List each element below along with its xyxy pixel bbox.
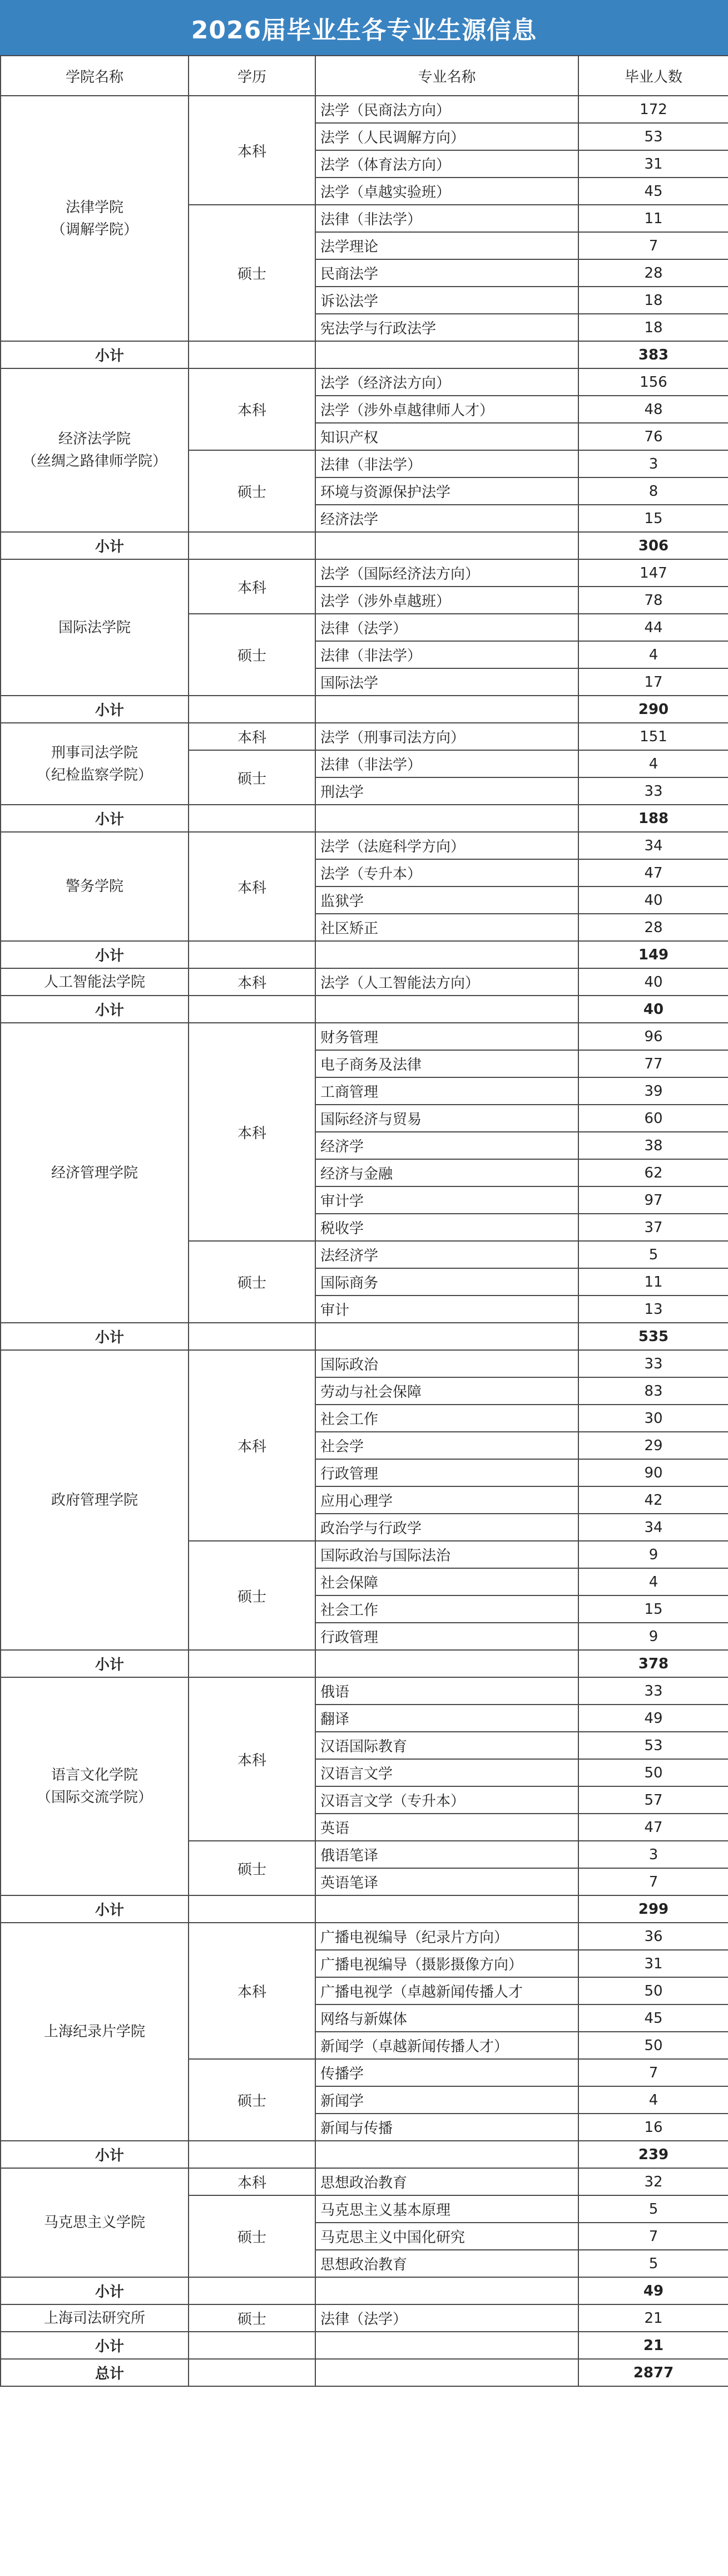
table-row	[1, 1023, 728, 1050]
subtotal-label: 小计	[1, 341, 189, 368]
count-cell: 11	[578, 1268, 728, 1296]
header-college: 学院名称	[1, 56, 189, 96]
college-name-line: 上海纪录片学院	[43, 2023, 145, 2040]
table-row	[1, 368, 728, 396]
major-cell: 法学（人工智能法方向）	[315, 968, 578, 996]
subtotal-label: 小计	[1, 996, 189, 1023]
subtotal-row	[1, 996, 728, 1023]
table-row	[1, 1350, 728, 1377]
count-cell: 28	[578, 259, 728, 287]
degree-cell: 硕士	[189, 2195, 315, 2277]
count-cell: 50	[578, 2032, 728, 2059]
count-cell: 16	[578, 2114, 728, 2141]
header-count: 毕业人数	[578, 56, 728, 96]
major-cell: 新闻学（卓越新闻传播人才）	[315, 2032, 578, 2059]
degree-cell: 硕士	[189, 2059, 315, 2141]
subtotal-count: 239	[578, 2141, 728, 2168]
count-cell: 53	[578, 1732, 728, 1759]
degree-cell: 本科	[189, 96, 315, 205]
subtotal-count: 40	[578, 996, 728, 1023]
page-title: 2026届毕业生各专业生源信息	[0, 0, 728, 55]
major-cell: 国际商务	[315, 1268, 578, 1296]
table-row	[1, 968, 728, 996]
degree-cell: 硕士	[189, 450, 315, 532]
major-cell: 法学（刑事司法方向）	[315, 723, 578, 750]
major-cell: 税收学	[315, 1214, 578, 1241]
count-cell: 37	[578, 1214, 728, 1241]
subtotal-row	[1, 341, 728, 368]
count-cell: 45	[578, 178, 728, 205]
count-cell: 50	[578, 1977, 728, 2004]
degree-cell: 本科	[189, 559, 315, 614]
major-cell: 诉讼法学	[315, 287, 578, 314]
major-cell: 英语笔译	[315, 1868, 578, 1895]
major-cell: 法学（体育法方向）	[315, 150, 578, 178]
count-cell: 147	[578, 559, 728, 587]
degree-cell: 硕士	[189, 2304, 315, 2332]
count-cell: 47	[578, 1814, 728, 1841]
major-cell: 网络与新媒体	[315, 2004, 578, 2032]
major-cell: 汉语国际教育	[315, 1732, 578, 1759]
subtotal-count: 290	[578, 696, 728, 723]
major-cell: 英语	[315, 1814, 578, 1841]
major-cell: 传播学	[315, 2059, 578, 2086]
subtotal-count: 149	[578, 941, 728, 968]
major-cell: 知识产权	[315, 423, 578, 450]
subtotal-empty-cell	[315, 2277, 578, 2304]
major-cell: 监狱学	[315, 886, 578, 914]
subtotal-empty-cell	[315, 341, 578, 368]
total-empty-cell	[315, 2359, 578, 2386]
subtotal-count: 299	[578, 1895, 728, 1923]
table-row	[1, 1677, 728, 1705]
college-name-line: 语言文化学院	[51, 1767, 138, 1784]
count-cell: 97	[578, 1186, 728, 1214]
degree-cell: 本科	[189, 1350, 315, 1541]
count-cell: 39	[578, 1077, 728, 1105]
degree-cell: 本科	[189, 2168, 315, 2195]
major-cell: 俄语	[315, 1677, 578, 1705]
major-cell: 法学（民商法方向）	[315, 96, 578, 123]
major-cell: 法学（国际经济法方向）	[315, 559, 578, 587]
college-name-cell	[1, 968, 189, 996]
header-major: 专业名称	[315, 56, 578, 96]
count-cell: 40	[578, 886, 728, 914]
table-row	[1, 723, 728, 750]
count-cell: 48	[578, 396, 728, 423]
subtotal-empty-cell	[189, 996, 315, 1023]
major-cell: 广播电视编导（摄影摄像方向）	[315, 1950, 578, 1977]
major-cell: 电子商务及法律	[315, 1050, 578, 1077]
major-cell: 社会工作	[315, 1595, 578, 1623]
subtotal-empty-cell	[315, 1650, 578, 1677]
count-cell: 7	[578, 2059, 728, 2086]
major-cell: 广播电视编导（纪录片方向）	[315, 1923, 578, 1950]
degree-cell: 本科	[189, 1923, 315, 2059]
major-cell: 经济与金融	[315, 1159, 578, 1186]
college-name-line: 经济管理学院	[51, 1164, 138, 1181]
subtotal-label: 小计	[1, 2141, 189, 2168]
degree-cell: 本科	[189, 1023, 315, 1241]
college-name-cell	[1, 1350, 189, 1650]
college-name-line: 政府管理学院	[51, 1491, 138, 1509]
major-cell: 新闻学	[315, 2086, 578, 2114]
subtotal-empty-cell	[189, 2277, 315, 2304]
count-cell: 11	[578, 205, 728, 232]
major-cell: 宪法学与行政法学	[315, 314, 578, 341]
count-cell: 38	[578, 1132, 728, 1159]
table-header-row	[1, 56, 728, 96]
major-cell: 新闻与传播	[315, 2114, 578, 2141]
degree-cell: 本科	[189, 723, 315, 750]
major-cell: 审计学	[315, 1186, 578, 1214]
major-cell: 环境与资源保护法学	[315, 477, 578, 505]
major-cell: 翻译	[315, 1705, 578, 1732]
major-cell: 劳动与社会保障	[315, 1377, 578, 1405]
count-cell: 45	[578, 2004, 728, 2032]
subtotal-empty-cell	[315, 996, 578, 1023]
subtotal-row	[1, 2141, 728, 2168]
degree-cell: 本科	[189, 968, 315, 996]
major-cell: 社会学	[315, 1432, 578, 1459]
count-cell: 151	[578, 723, 728, 750]
table-row	[1, 2304, 728, 2332]
count-cell: 33	[578, 1350, 728, 1377]
subtotal-empty-cell	[189, 2332, 315, 2359]
college-name-cell	[1, 96, 189, 341]
count-cell: 77	[578, 1050, 728, 1077]
table-row	[1, 832, 728, 859]
major-cell: 社会工作	[315, 1405, 578, 1432]
major-cell: 国际政治与国际法治	[315, 1541, 578, 1568]
major-cell: 法学（卓越实验班）	[315, 178, 578, 205]
subtotal-label: 小计	[1, 2277, 189, 2304]
subtotal-row	[1, 2277, 728, 2304]
subtotal-empty-cell	[315, 2141, 578, 2168]
subtotal-label: 小计	[1, 696, 189, 723]
count-cell: 42	[578, 1486, 728, 1514]
count-cell: 3	[578, 1841, 728, 1868]
count-cell: 17	[578, 668, 728, 696]
count-cell: 49	[578, 1705, 728, 1732]
college-name-line: （国际交流学院）	[36, 1789, 152, 1806]
count-cell: 33	[578, 777, 728, 805]
major-cell: 国际法学	[315, 668, 578, 696]
major-cell: 刑法学	[315, 777, 578, 805]
major-cell: 法律（非法学）	[315, 205, 578, 232]
college-name-cell	[1, 368, 189, 532]
subtotal-row	[1, 1323, 728, 1350]
subtotal-empty-cell	[315, 941, 578, 968]
count-cell: 156	[578, 368, 728, 396]
count-cell: 31	[578, 150, 728, 178]
count-cell: 7	[578, 1868, 728, 1895]
count-cell: 3	[578, 450, 728, 477]
count-cell: 33	[578, 1677, 728, 1705]
major-cell: 应用心理学	[315, 1486, 578, 1514]
subtotal-row	[1, 805, 728, 832]
count-cell: 7	[578, 2223, 728, 2250]
subtotal-row	[1, 1650, 728, 1677]
college-name-cell	[1, 1023, 189, 1323]
subtotal-count: 383	[578, 341, 728, 368]
count-cell: 32	[578, 2168, 728, 2195]
college-name-line: （调解学院）	[51, 221, 138, 238]
count-cell: 5	[578, 2250, 728, 2277]
major-cell: 法学（涉外卓越班）	[315, 587, 578, 614]
college-name-line: 国际法学院	[58, 619, 131, 636]
college-name-line: （纪检监察学院）	[36, 766, 152, 784]
college-name-cell	[1, 2168, 189, 2277]
major-cell: 经济法学	[315, 505, 578, 532]
major-cell: 广播电视学（卓越新闻传播人才	[315, 1977, 578, 2004]
total-label: 总计	[1, 2359, 189, 2386]
subtotal-empty-cell	[315, 1895, 578, 1923]
count-cell: 83	[578, 1377, 728, 1405]
subtotal-count: 21	[578, 2332, 728, 2359]
table-row	[1, 1923, 728, 1950]
major-cell: 思想政治教育	[315, 2250, 578, 2277]
subtotal-count: 306	[578, 532, 728, 559]
count-cell: 4	[578, 1568, 728, 1595]
degree-cell: 本科	[189, 832, 315, 941]
major-cell: 汉语言文学	[315, 1759, 578, 1786]
subtotal-row	[1, 941, 728, 968]
major-cell: 国际经济与贸易	[315, 1105, 578, 1132]
major-cell: 马克思主义中国化研究	[315, 2223, 578, 2250]
count-cell: 9	[578, 1623, 728, 1650]
count-cell: 78	[578, 587, 728, 614]
major-cell: 法律（非法学）	[315, 641, 578, 668]
major-cell: 俄语笔译	[315, 1841, 578, 1868]
count-cell: 172	[578, 96, 728, 123]
subtotal-label: 小计	[1, 1323, 189, 1350]
college-name-cell	[1, 832, 189, 941]
table-row	[1, 559, 728, 587]
degree-cell: 硕士	[189, 614, 315, 696]
total-empty-cell	[189, 2359, 315, 2386]
major-cell: 社会保障	[315, 1568, 578, 1595]
subtotal-empty-cell	[315, 696, 578, 723]
count-cell: 5	[578, 1241, 728, 1268]
count-cell: 62	[578, 1159, 728, 1186]
degree-cell: 本科	[189, 1677, 315, 1841]
subtotal-empty-cell	[315, 1323, 578, 1350]
subtotal-label: 小计	[1, 805, 189, 832]
major-cell: 法经济学	[315, 1241, 578, 1268]
table-row	[1, 2168, 728, 2195]
subtotal-empty-cell	[189, 532, 315, 559]
college-name-cell	[1, 1677, 189, 1895]
subtotal-empty-cell	[315, 2332, 578, 2359]
count-cell: 4	[578, 2086, 728, 2114]
subtotal-count: 378	[578, 1650, 728, 1677]
college-name-cell	[1, 723, 189, 805]
major-cell: 法律（法学）	[315, 2304, 578, 2332]
count-cell: 28	[578, 914, 728, 941]
count-cell: 90	[578, 1459, 728, 1486]
major-cell: 法学（法庭科学方向）	[315, 832, 578, 859]
college-name-line: （丝绸之路律师学院）	[22, 453, 167, 470]
college-name-cell	[1, 559, 189, 696]
count-cell: 76	[578, 423, 728, 450]
subtotal-empty-cell	[189, 805, 315, 832]
degree-cell: 硕士	[189, 1541, 315, 1650]
subtotal-empty-cell	[189, 2141, 315, 2168]
table-row	[1, 96, 728, 123]
total-count: 2877	[578, 2359, 728, 2386]
subtotal-row	[1, 2332, 728, 2359]
subtotal-empty-cell	[189, 1323, 315, 1350]
major-cell: 思想政治教育	[315, 2168, 578, 2195]
major-cell: 法律（法学）	[315, 614, 578, 641]
subtotal-empty-cell	[189, 341, 315, 368]
count-cell: 5	[578, 2195, 728, 2223]
college-name-line: 经济法学院	[58, 431, 131, 447]
count-cell: 40	[578, 968, 728, 996]
count-cell: 53	[578, 123, 728, 150]
degree-cell: 本科	[189, 368, 315, 450]
header-degree: 学历	[189, 56, 315, 96]
major-cell: 经济学	[315, 1132, 578, 1159]
major-cell: 汉语言文学（专升本）	[315, 1786, 578, 1814]
count-cell: 4	[578, 641, 728, 668]
count-cell: 60	[578, 1105, 728, 1132]
major-cell: 法律（非法学）	[315, 450, 578, 477]
college-name-line: 刑事司法学院	[51, 744, 138, 761]
major-cell: 国际政治	[315, 1350, 578, 1377]
subtotal-row	[1, 1895, 728, 1923]
subtotal-count: 188	[578, 805, 728, 832]
college-name-line: 马克思主义学院	[43, 2214, 145, 2231]
major-cell: 法学（人民调解方向）	[315, 123, 578, 150]
count-cell: 18	[578, 314, 728, 341]
subtotal-row	[1, 696, 728, 723]
count-cell: 34	[578, 1514, 728, 1541]
major-cell: 法学（专升本）	[315, 859, 578, 886]
college-name-line: 上海司法研究所	[43, 2309, 145, 2327]
major-cell: 法学理论	[315, 232, 578, 259]
subtotal-empty-cell	[315, 805, 578, 832]
college-name-line: 法律学院	[65, 199, 123, 216]
count-cell: 21	[578, 2304, 728, 2332]
subtotal-empty-cell	[189, 1895, 315, 1923]
college-name-line: 警务学院	[65, 878, 123, 895]
subtotal-label: 小计	[1, 1895, 189, 1923]
major-cell: 政治学与行政学	[315, 1514, 578, 1541]
count-cell: 44	[578, 614, 728, 641]
degree-cell: 硕士	[189, 1841, 315, 1895]
count-cell: 15	[578, 1595, 728, 1623]
count-cell: 13	[578, 1296, 728, 1323]
major-cell: 法学（涉外卓越律师人才）	[315, 396, 578, 423]
subtotal-empty-cell	[315, 532, 578, 559]
graduate-table	[0, 55, 728, 2387]
subtotal-label: 小计	[1, 941, 189, 968]
degree-cell: 硕士	[189, 750, 315, 805]
subtotal-label: 小计	[1, 532, 189, 559]
major-cell: 社区矫正	[315, 914, 578, 941]
major-cell: 法学（经济法方向）	[315, 368, 578, 396]
count-cell: 50	[578, 1759, 728, 1786]
count-cell: 34	[578, 832, 728, 859]
major-cell: 行政管理	[315, 1459, 578, 1486]
major-cell: 财务管理	[315, 1023, 578, 1050]
count-cell: 47	[578, 859, 728, 886]
degree-cell: 硕士	[189, 1241, 315, 1323]
count-cell: 96	[578, 1023, 728, 1050]
subtotal-label: 小计	[1, 2332, 189, 2359]
total-row	[1, 2359, 728, 2386]
subtotal-empty-cell	[189, 1650, 315, 1677]
college-name-cell	[1, 2304, 189, 2332]
subtotal-count: 535	[578, 1323, 728, 1350]
college-name-line: 人工智能法学院	[43, 973, 145, 991]
subtotal-empty-cell	[189, 941, 315, 968]
major-cell: 马克思主义基本原理	[315, 2195, 578, 2223]
count-cell: 8	[578, 477, 728, 505]
degree-cell: 硕士	[189, 205, 315, 341]
count-cell: 29	[578, 1432, 728, 1459]
count-cell: 31	[578, 1950, 728, 1977]
major-cell: 工商管理	[315, 1077, 578, 1105]
count-cell: 18	[578, 287, 728, 314]
subtotal-count: 49	[578, 2277, 728, 2304]
major-cell: 审计	[315, 1296, 578, 1323]
major-cell: 行政管理	[315, 1623, 578, 1650]
count-cell: 15	[578, 505, 728, 532]
subtotal-label: 小计	[1, 1650, 189, 1677]
count-cell: 4	[578, 750, 728, 777]
count-cell: 30	[578, 1405, 728, 1432]
count-cell: 7	[578, 232, 728, 259]
table-body	[1, 96, 728, 2386]
major-cell: 法律（非法学）	[315, 750, 578, 777]
count-cell: 36	[578, 1923, 728, 1950]
major-cell: 民商法学	[315, 259, 578, 287]
count-cell: 57	[578, 1786, 728, 1814]
subtotal-empty-cell	[189, 696, 315, 723]
subtotal-row	[1, 532, 728, 559]
count-cell: 9	[578, 1541, 728, 1568]
college-name-cell	[1, 1923, 189, 2141]
